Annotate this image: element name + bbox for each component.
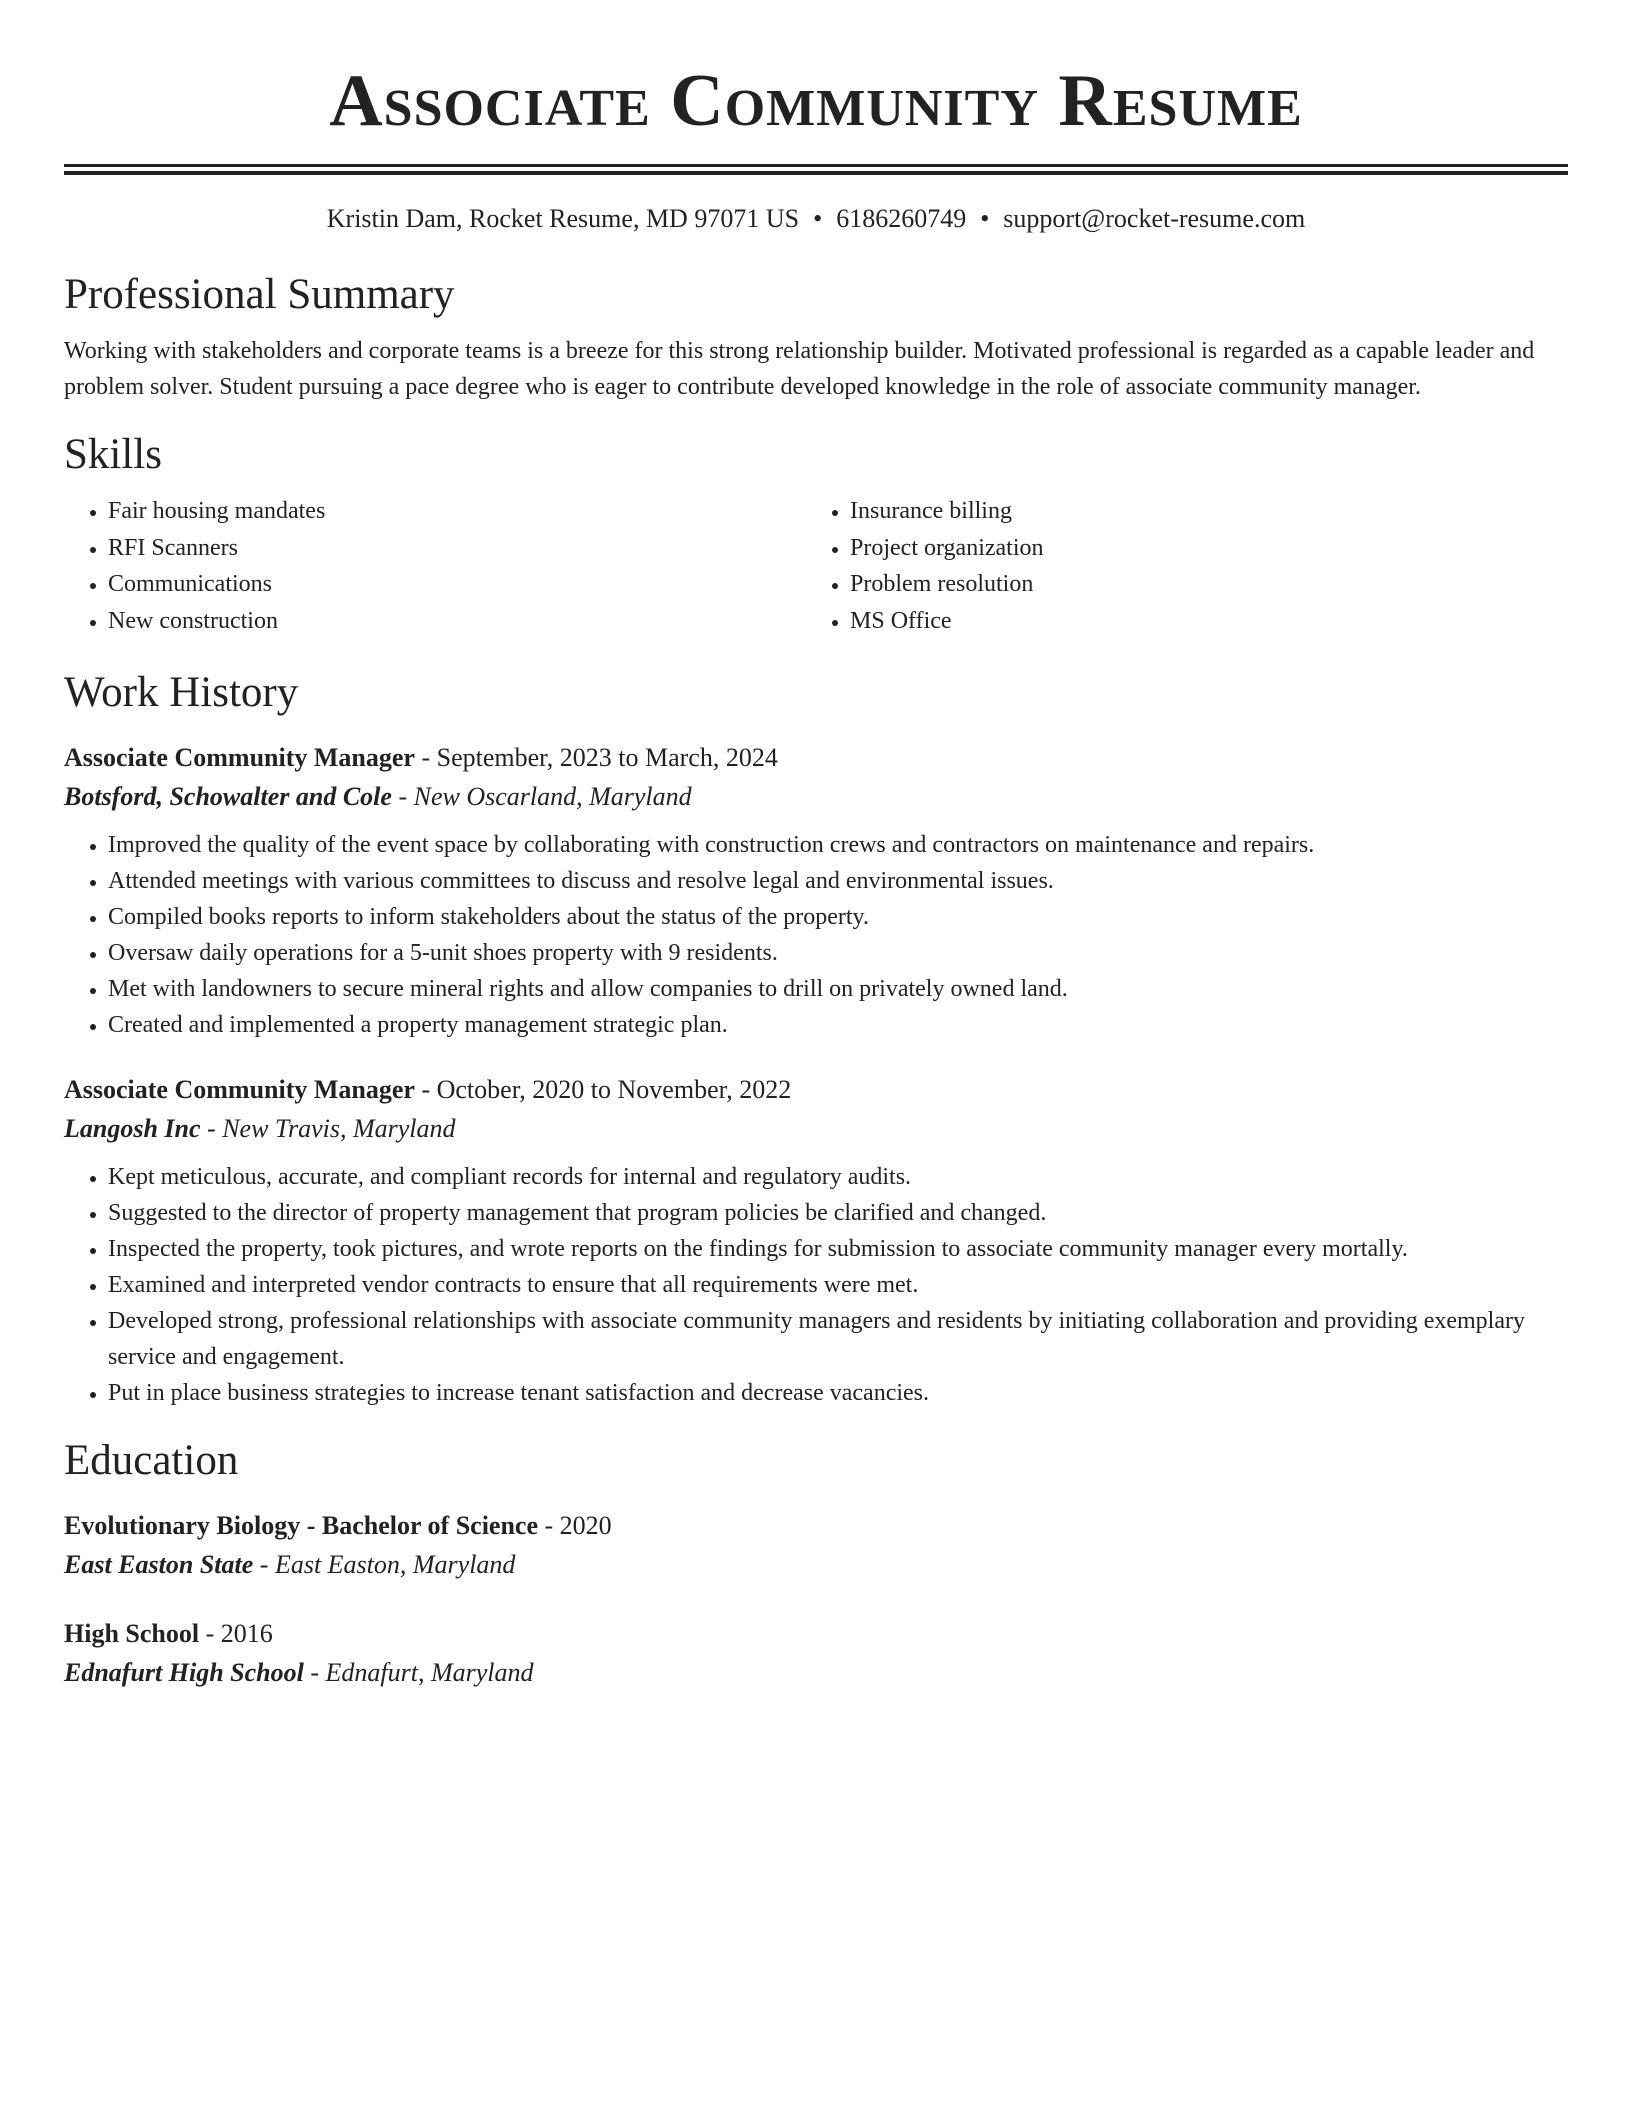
job-title-line <box>64 739 1568 777</box>
education-degree: Evolutionary Biology - Bachelor of Science <box>64 1511 538 1540</box>
job-company: Botsford, Schowalter and Cole <box>64 782 392 811</box>
list-item: • Examined and interpreted vendor contracts to ensure that all requirements were met. <box>108 1267 1568 1303</box>
contact-email: support@rocket-resume.com <box>1003 204 1306 233</box>
education-school: East Easton State <box>64 1550 254 1579</box>
list-item: • Inspected the property, took pictures, and wrote reports on the findings for submission to associate community manager every mortally. <box>108 1231 1568 1267</box>
education-location: - East Easton, Maryland <box>253 1550 516 1579</box>
contact-phone: 6186260749 <box>836 204 967 233</box>
job-title-line <box>64 1071 1568 1109</box>
skill-item: • New construction <box>108 603 806 640</box>
skills-column-right <box>806 493 1548 639</box>
summary-text: Working with stakeholders and corporate teams is a breeze for this strong relationship builder. Motivated professional is regarded as a capable leader and problem solver. Student pursuing a pace degree who is eager to contribute developed knowledge in the role of associate community manager. <box>64 338 1535 400</box>
contact-line <box>64 201 1568 237</box>
work-history-heading: Work History <box>64 669 299 716</box>
education-degree-line <box>64 1615 1568 1653</box>
skill-item: • Fair housing mandates <box>108 493 806 530</box>
education-degree-line <box>64 1507 1568 1545</box>
job-location: - New Oscarland, Maryland <box>391 782 692 811</box>
skills-list <box>64 493 1568 639</box>
education-degree: High School <box>64 1619 200 1648</box>
job-bullets <box>64 1159 1568 1411</box>
skill-item: • Insurance billing <box>850 493 1548 530</box>
list-item: • Kept meticulous, accurate, and compliant records for internal and regulatory audits. <box>108 1159 1568 1195</box>
skill-item: • Problem resolution <box>850 566 1548 603</box>
skill-item: • MS Office <box>850 603 1548 640</box>
job-title: Associate Community Manager <box>64 743 415 772</box>
skills-heading: Skills <box>64 431 162 478</box>
list-item: • Suggested to the director of property management that program policies be clarified and changed. <box>108 1195 1568 1231</box>
job-location: - New Travis, Maryland <box>200 1114 456 1143</box>
job-dates: - October, 2020 to November, 2022 <box>414 1075 792 1104</box>
list-item: • Oversaw daily operations for a 5-unit shoes property with 9 residents. <box>108 935 1568 971</box>
job-title: Associate Community Manager <box>64 1075 415 1104</box>
list-item: • Developed strong, professional relationships with associate community managers and residents by initiating collaboration and providing exemplary service and engagement. <box>108 1303 1568 1375</box>
job-bullets <box>64 827 1568 1043</box>
education-school-line <box>64 1653 1568 1693</box>
resume-page <box>64 0 1568 1693</box>
contact-address: Kristin Dam, Rocket Resume, MD 97071 US <box>326 204 800 233</box>
title-divider <box>64 164 1568 175</box>
education-location: - Ednafurt, Maryland <box>303 1658 534 1687</box>
education-year: - 2020 <box>538 1511 612 1540</box>
contact-separator: • <box>980 204 990 233</box>
list-item: • Put in place business strategies to increase tenant satisfaction and decrease vacancies. <box>108 1375 1568 1411</box>
skill-item: • Communications <box>108 566 806 603</box>
list-item: • Improved the quality of the event space by collaborating with construction crews and contractors on maintenance and repairs. <box>108 827 1568 863</box>
education-school: Ednafurt High School <box>64 1658 304 1687</box>
list-item: • Attended meetings with various committees to discuss and resolve legal and environmental issues. <box>108 863 1568 899</box>
skill-item: • Project organization <box>850 530 1548 567</box>
list-item: • Met with landowners to secure mineral rights and allow companies to drill on privately owned land. <box>108 971 1568 1007</box>
skills-column-left <box>64 493 806 639</box>
job-company-line <box>64 777 1568 817</box>
education-heading: Education <box>64 1437 239 1484</box>
skill-item: • RFI Scanners <box>108 530 806 567</box>
list-item: • Created and implemented a property management strategic plan. <box>108 1007 1568 1043</box>
contact-separator: • <box>813 204 823 233</box>
education-year: - 2016 <box>199 1619 273 1648</box>
summary-heading: Professional Summary <box>64 271 455 318</box>
job-company-line <box>64 1109 1568 1149</box>
education-school-line <box>64 1545 1568 1585</box>
list-item: • Compiled books reports to inform stakeholders about the status of the property. <box>108 899 1568 935</box>
resume-title: Associate Community Resume <box>329 60 1303 142</box>
job-dates: - September, 2023 to March, 2024 <box>414 743 778 772</box>
job-company: Langosh Inc <box>64 1114 201 1143</box>
